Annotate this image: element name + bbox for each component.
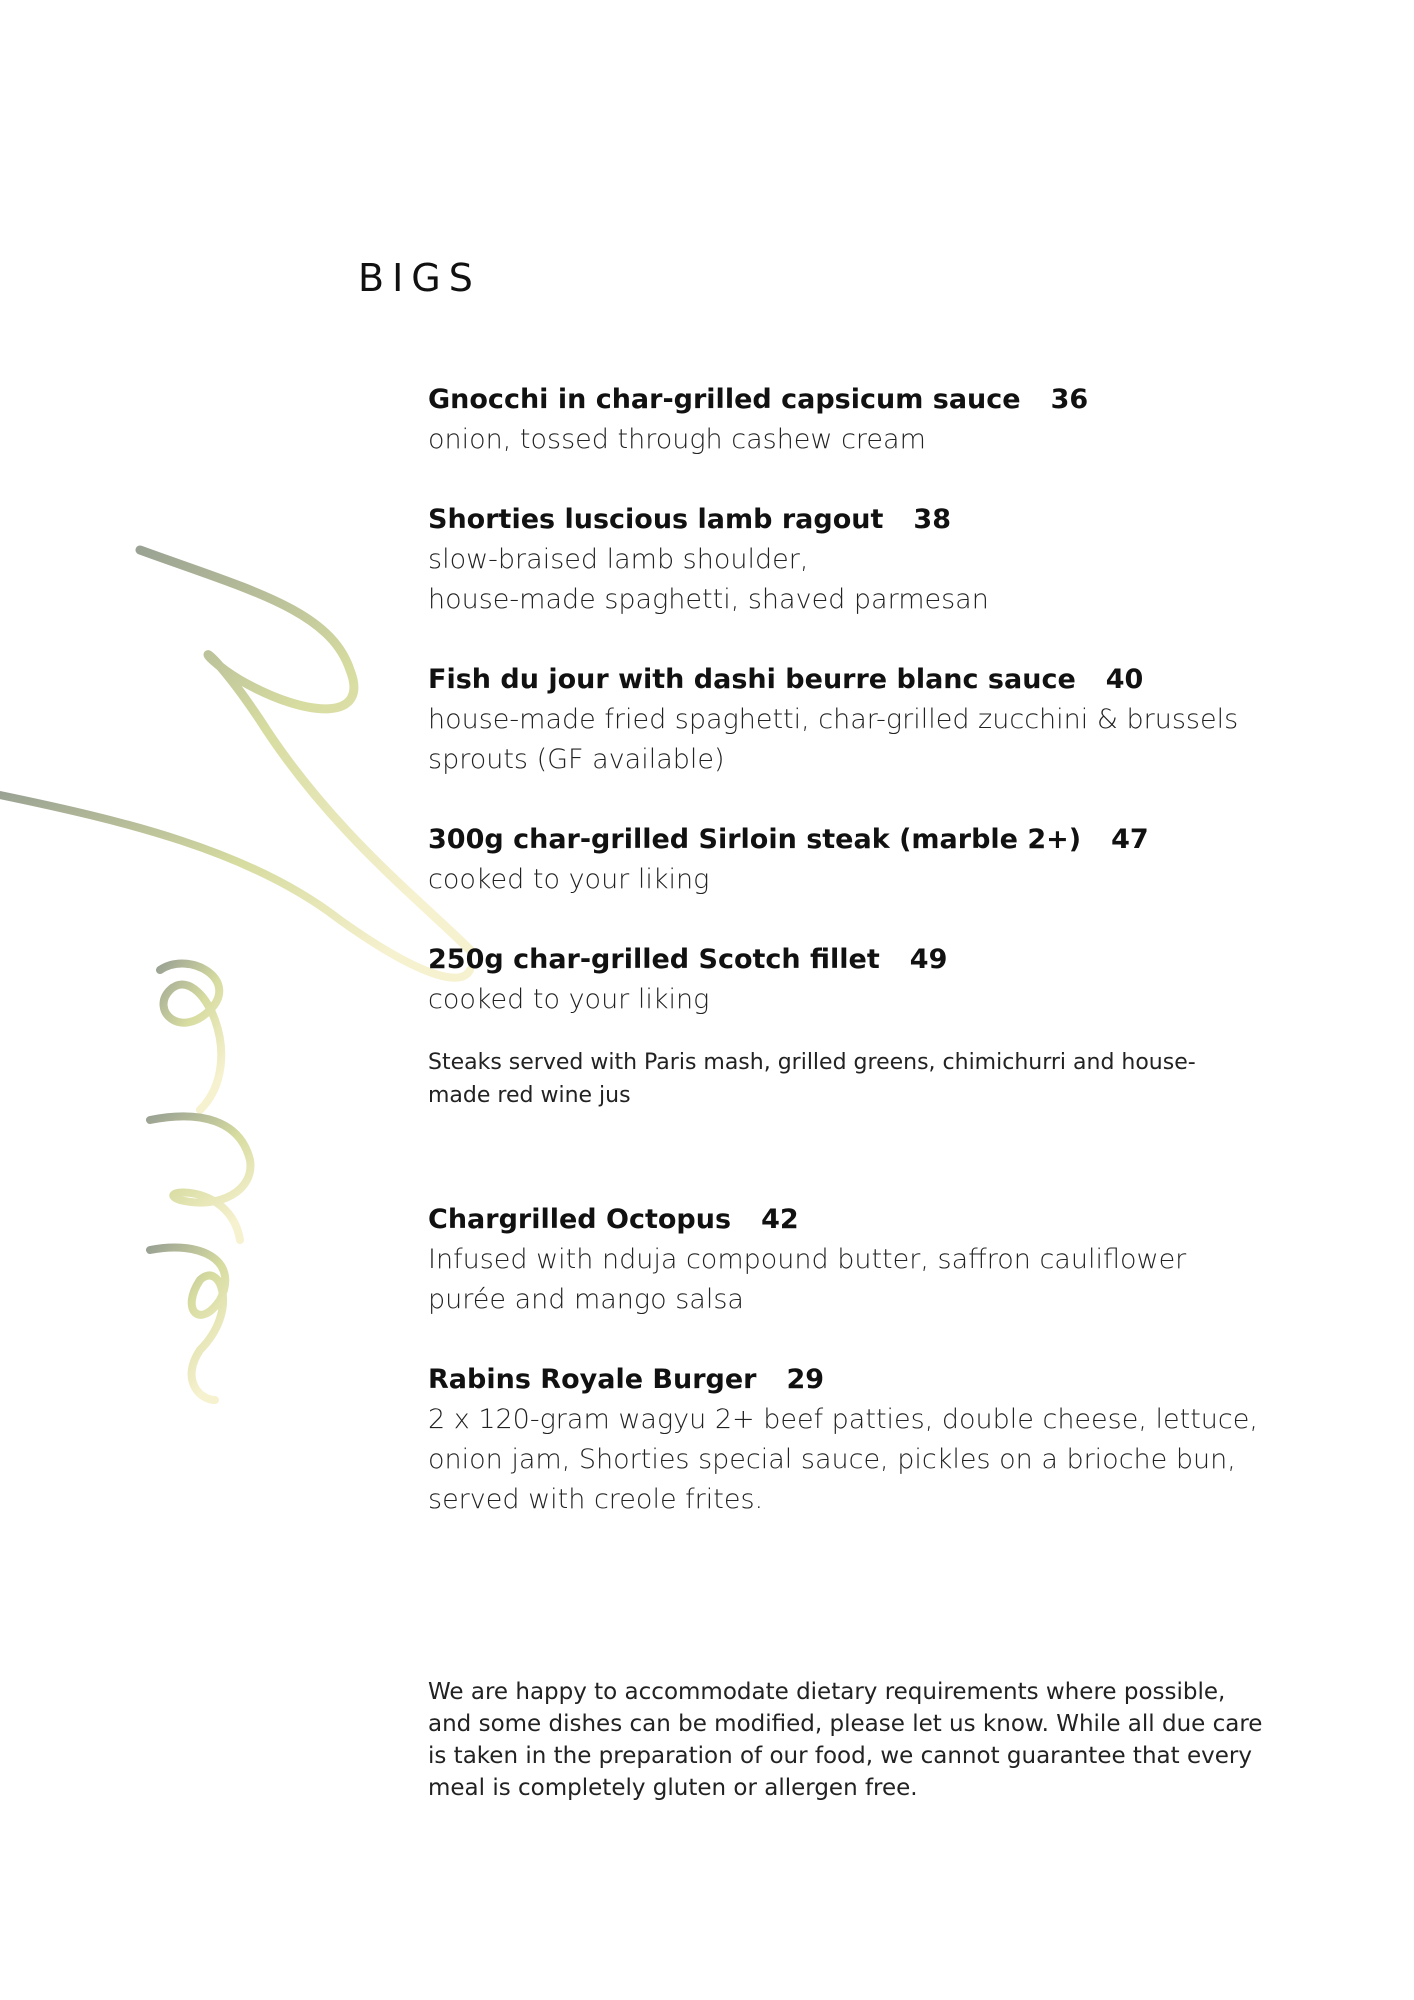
item-description [428, 540, 1328, 620]
item-name: Gnocchi in char-grilled capsicum sauce [428, 384, 1021, 415]
item-description-line: sprouts (GF available) [428, 744, 725, 775]
item-name: Chargrilled Octopus [428, 1204, 732, 1235]
item-description [428, 980, 1328, 1020]
item-name: 250g char-grilled Scotch fillet [428, 944, 880, 975]
dietary-disclaimer [428, 1676, 1308, 1804]
item-name: Fish du jour with dashi beurre blanc sauce [428, 664, 1076, 695]
script-letter-u [150, 1247, 225, 1400]
item-description-line: house-made spaghetti, shaved parmesan [428, 584, 989, 615]
steak-note [428, 1046, 1328, 1112]
script-letter-m-sweep [140, 550, 470, 950]
item-price: 49 [909, 944, 948, 975]
item-description-line: house-made fried spaghetti, char-grilled zucchini & brussels [428, 704, 1239, 735]
disclaimer-line: and some dishes can be modified, please let us know. While all due care [428, 1711, 1263, 1737]
item-price: 42 [761, 1204, 799, 1235]
item-description-line: cooked to your liking [428, 864, 710, 895]
item-description [428, 1240, 1328, 1320]
disclaimer-line: We are happy to accommodate dietary requirements where possible, [428, 1679, 1226, 1705]
menu-item [428, 1200, 1328, 1320]
menu-script-decoration [0, 520, 500, 1440]
menu-item [428, 660, 1328, 780]
item-price: 40 [1105, 664, 1144, 695]
item-price: 29 [786, 1364, 825, 1395]
item-description-line: served with creole frites. [428, 1484, 764, 1515]
menu-item [428, 820, 1328, 900]
item-heading [428, 820, 1328, 860]
item-description [428, 420, 1328, 460]
item-heading [428, 380, 1328, 420]
item-description [428, 860, 1328, 900]
disclaimer-line: meal is completely gluten or allergen free. [428, 1775, 918, 1801]
item-heading [428, 940, 1328, 980]
item-heading [428, 500, 1328, 540]
menu-items [428, 380, 1328, 1560]
menu-item [428, 500, 1328, 620]
item-name: Shorties luscious lamb ragout [428, 504, 884, 535]
item-description [428, 700, 1328, 780]
item-name: 300g char-grilled Sirloin steak (marble 2+) [428, 824, 1082, 855]
item-description-line: slow-braised lamb shoulder, [428, 544, 809, 575]
menu-item [428, 380, 1328, 460]
item-description-line: cooked to your liking [428, 984, 710, 1015]
item-heading [428, 660, 1328, 700]
item-description-line: onion, tossed through cashew cream [428, 424, 926, 455]
item-price: 38 [913, 504, 951, 535]
section-title: BIGS [358, 256, 481, 300]
script-letter-n [150, 1116, 250, 1240]
disclaimer-line: is taken in the preparation of our food, we cannot guarantee that every [428, 1743, 1252, 1769]
item-heading [428, 1200, 1328, 1240]
menu-item [428, 940, 1328, 1020]
item-name: Rabins Royale Burger [428, 1364, 757, 1395]
menu-item [428, 1360, 1328, 1520]
item-heading [428, 1360, 1328, 1400]
script-letter-e [160, 964, 221, 1110]
item-description-line: purée and mango salsa [428, 1284, 744, 1315]
item-description-line: Infused with nduja compound butter, saffron cauliflower [428, 1244, 1187, 1275]
steak-note-line: Steaks served with Paris mash, grilled greens, chimichurri and house- [428, 1050, 1196, 1075]
item-description-line: 2 x 120-gram wagyu 2+ beef patties, double cheese, lettuce, [428, 1404, 1258, 1435]
item-price: 47 [1111, 824, 1149, 855]
item-description-line: onion jam, Shorties special sauce, pickles on a brioche bun, [428, 1444, 1236, 1475]
item-price: 36 [1050, 384, 1089, 415]
item-description [428, 1400, 1328, 1520]
steak-note-line: made red wine jus [428, 1083, 631, 1108]
